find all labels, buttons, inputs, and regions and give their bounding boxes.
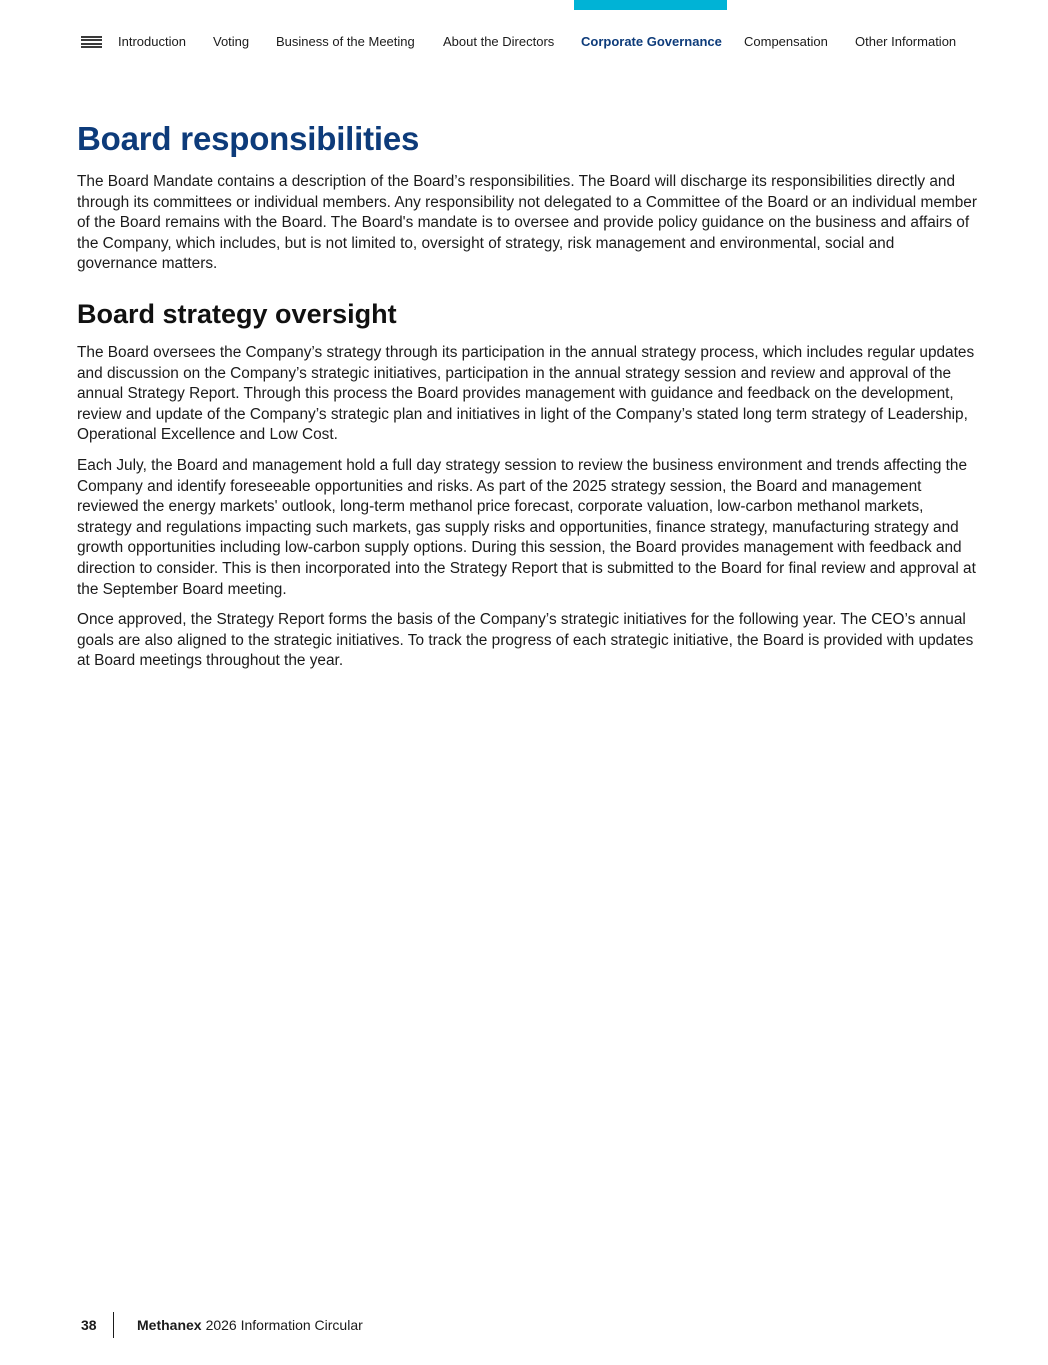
footer-document-title: 2026 Information Circular bbox=[205, 1317, 363, 1333]
nav-item-other-information[interactable]: Other Information bbox=[855, 34, 957, 49]
section-heading-board-responsibilities: Board responsibilities bbox=[77, 120, 420, 157]
nav-item-about-the-directors[interactable]: About the Directors bbox=[443, 34, 555, 49]
section-heading-board-strategy-oversight: Board strategy oversight bbox=[77, 298, 397, 329]
page-number: 38 bbox=[81, 1317, 97, 1333]
nav-item-compensation[interactable]: Compensation bbox=[744, 34, 828, 49]
page-footer bbox=[81, 1312, 363, 1338]
hamburger-menu-icon[interactable] bbox=[81, 36, 102, 48]
paragraph: Each July, the Board and management hold a full day strategy session to review the business environment and trends affecting the Company and identify foreseeable opportunities and risks. As part of the 2025 strategy session, the Board and management reviewed the energy markets' outlook, long-term methanol price forecast, corporate valuation, low-carbon methanol markets, strategy and regulations impacting such markets, gas supply risks and opportunities, finance strategy, manufacturing strategy and growth opportunities including low-carbon supply options. During this session, the Board provides management with feedback and direction to consider. This is then incorporated into the Strategy Report that is submitted to the Board for final review and approval at the September Board meeting. bbox=[77, 456, 976, 598]
page-content bbox=[77, 116, 977, 672]
footer-brand: Methanex bbox=[137, 1317, 202, 1333]
footer-divider bbox=[113, 1312, 114, 1338]
paragraph: The Board Mandate contains a description of the Board’s responsibilities. The Board will discharge its responsibilities directly and through its committees or individual members. Any responsibility not delegated to a Committee of the Board or an individual member of the Board remains with the Board. The Board's mandate is to oversee and provide policy guidance on the business and affairs of the Company, which includes, but is not limited to, oversight of strategy, risk management and environmental, social and governance matters. bbox=[77, 173, 977, 273]
nav-item-corporate-governance[interactable]: Corporate Governance bbox=[581, 34, 722, 49]
active-section-indicator bbox=[574, 0, 727, 10]
paragraph: The Board oversees the Company’s strategy through its participation in the annual strategy process, which includes regular updates and discussion on the Company’s strategic initiatives, participation in the annual strategy session and review and approval of the annual Strategy Report. Through this process the Board provides management with guidance and feedback on the development, review and update of the Company’s strategic plan and initiatives in light of the Company’s stated long term strategy of Leadership, Operational Excellence and Low Cost. bbox=[77, 343, 975, 444]
nav-item-introduction[interactable]: Introduction bbox=[118, 34, 186, 49]
nav-item-voting[interactable]: Voting bbox=[213, 34, 250, 49]
nav-item-business-of-the-meeting[interactable]: Business of the Meeting bbox=[276, 34, 415, 49]
paragraph: Once approved, the Strategy Report forms the basis of the Company’s strategic initiatives for the following year. The CEO’s annual goals are also aligned to the strategic initiatives. To track the progress of each strategic initiative, the Board is provided with updates at Board meetings throughout the year. bbox=[77, 611, 974, 670]
